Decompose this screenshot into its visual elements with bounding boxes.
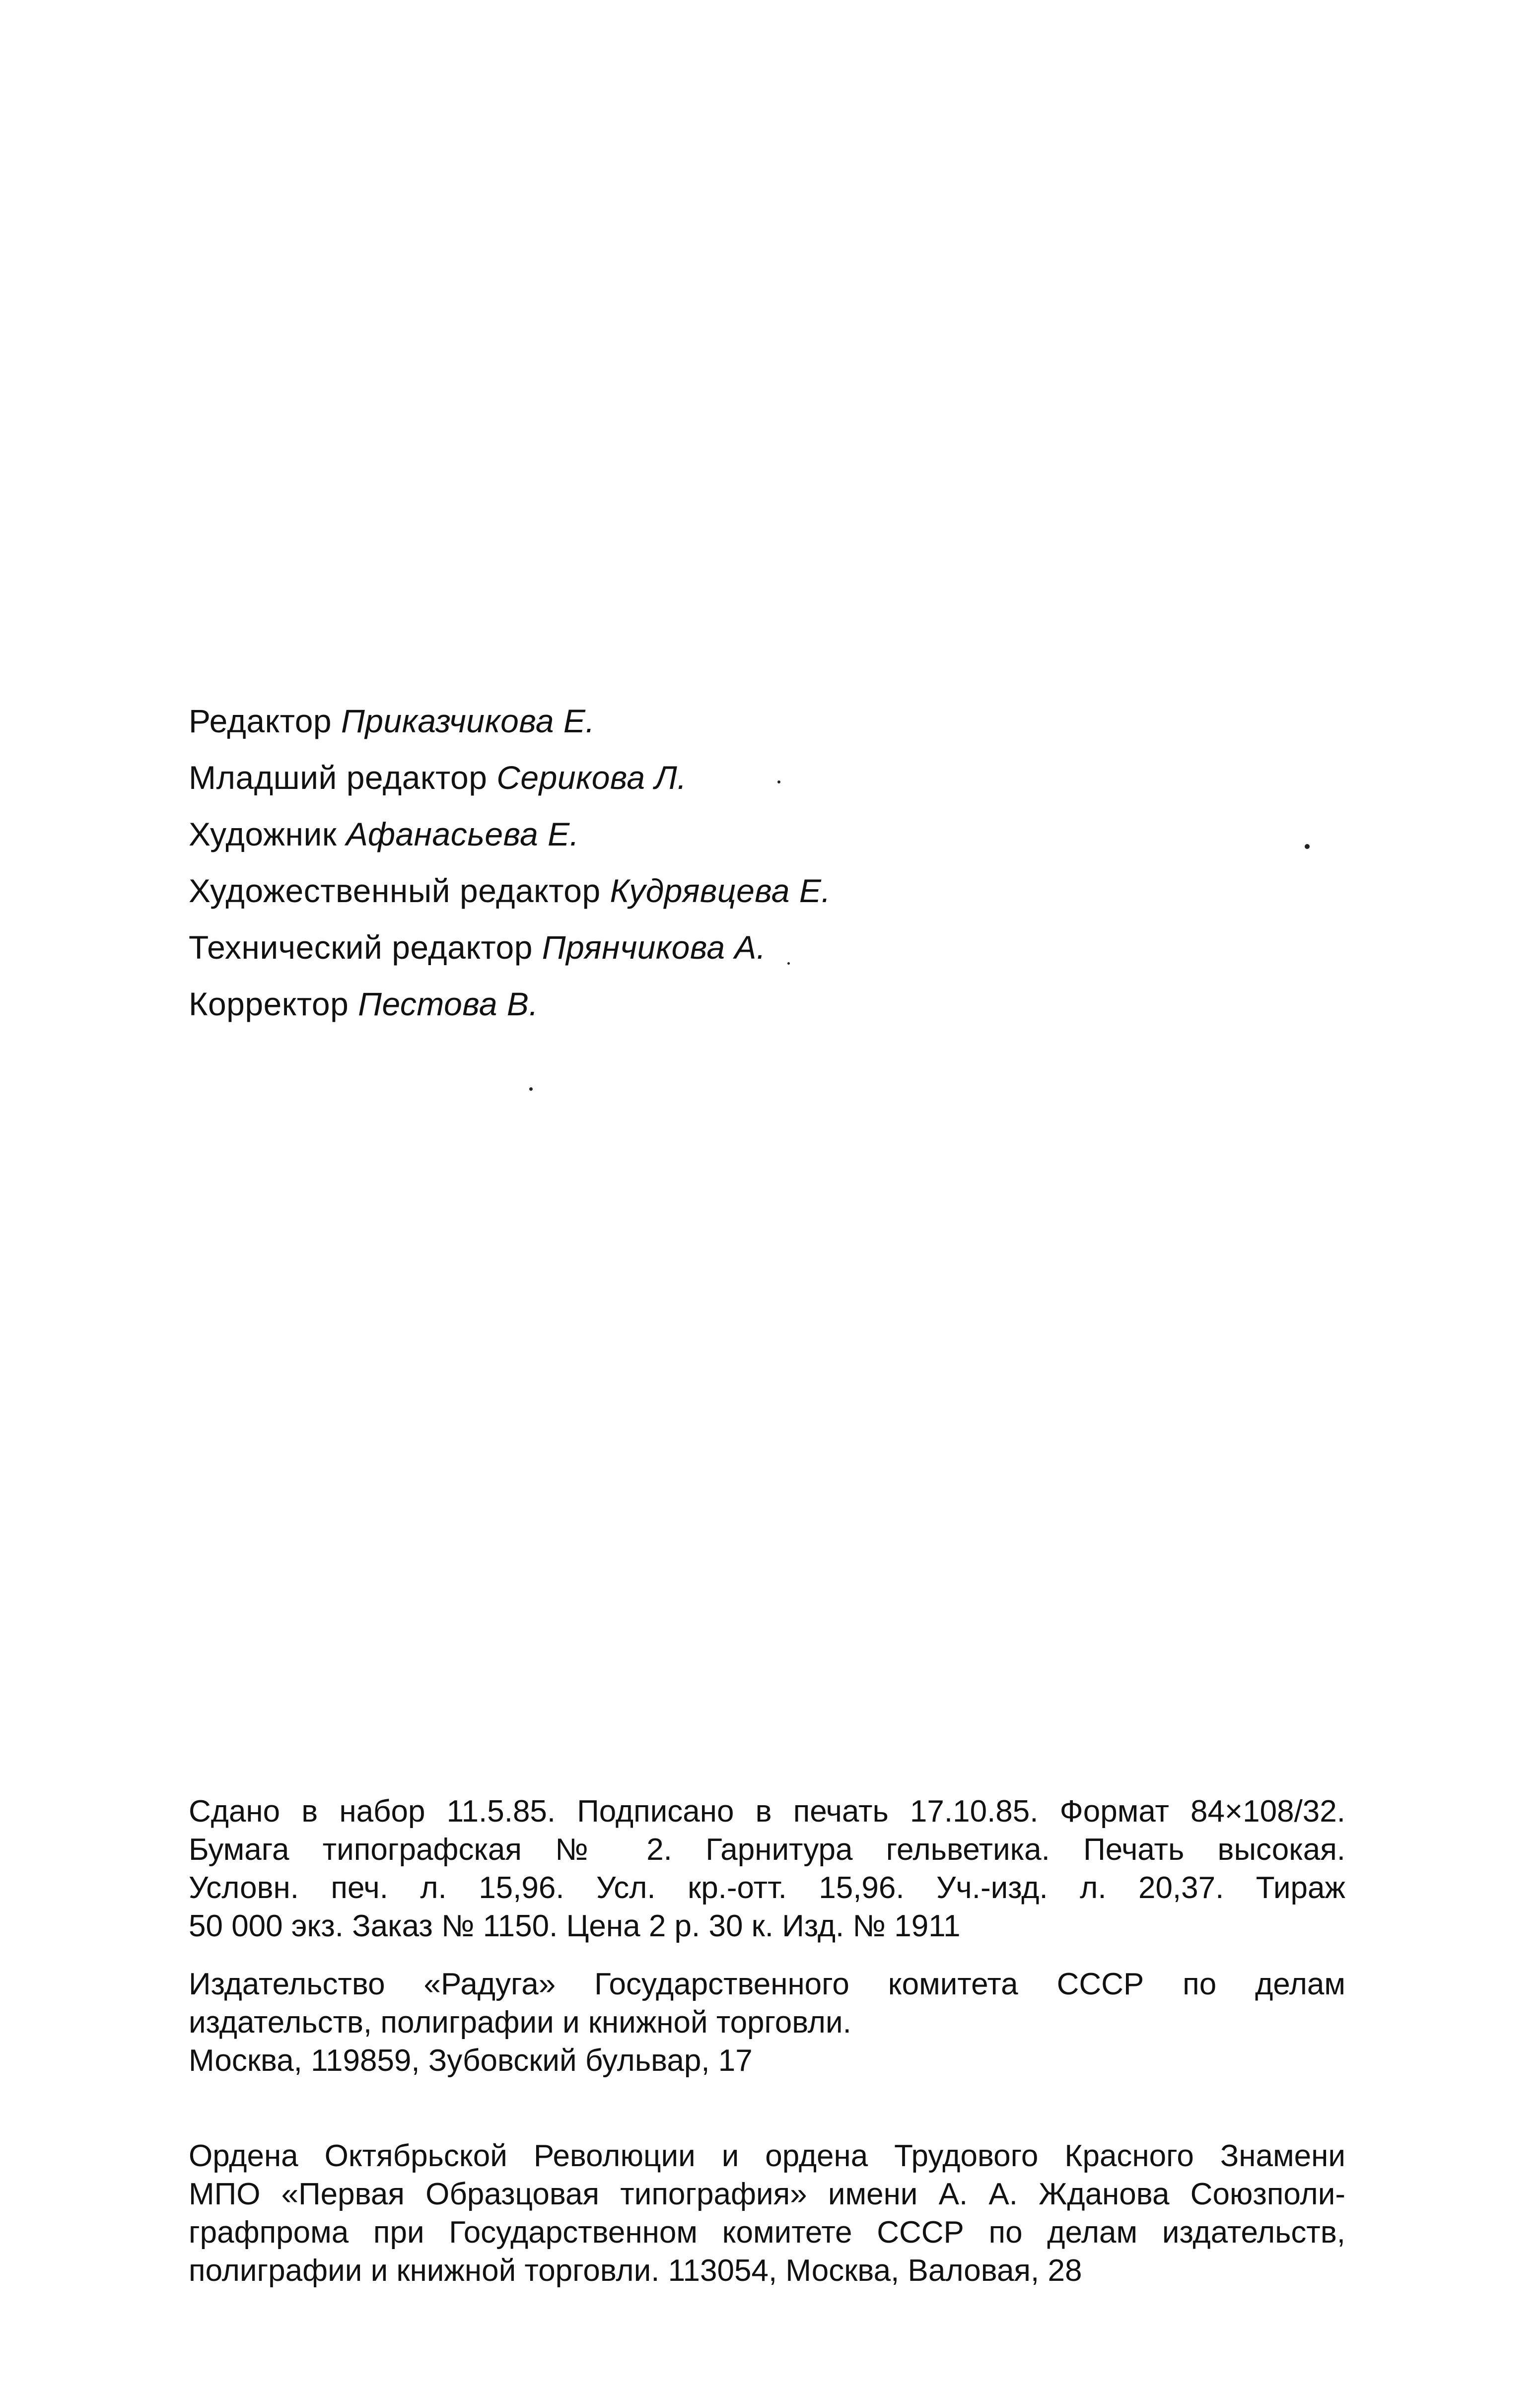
- scan-speck: [787, 962, 790, 965]
- credit-role: Художественный редактор: [189, 872, 601, 909]
- credit-role: Редактор: [189, 703, 332, 739]
- credit-line-technical-editor: [189, 919, 1330, 976]
- print-details-line: Условн. печ. л. 15,96. Усл. кр.-отт. 15,96. Уч.-изд. л. 20,37. Тираж: [189, 1871, 1345, 1905]
- printer-line: МПО «Первая Образцовая типография» имени А. А. Жданова Союзполи-: [189, 2177, 1345, 2211]
- credit-line-junior-editor: [189, 749, 1330, 806]
- credit-role: Технический редактор: [189, 929, 533, 966]
- credit-line-editor: [189, 693, 1330, 749]
- credit-line-proofreader: [189, 976, 1330, 1032]
- staff-credits: [189, 693, 1330, 1032]
- publisher-line: Издательство «Радуга» Государственного комитета СССР по делам: [189, 1967, 1345, 2001]
- scan-speck: [529, 1087, 533, 1091]
- printer-line: графпрома при Государственном комитете СССР по делам издательств,: [189, 2215, 1345, 2250]
- credit-line-artist: [189, 806, 1330, 862]
- scan-speck: [777, 780, 780, 783]
- credit-name: Афанасьева Е.: [346, 816, 579, 852]
- printer-line: Ордена Октябрьской Революции и ордена Трудового Красного Знамени: [189, 2139, 1345, 2173]
- scan-speck: [1305, 844, 1310, 849]
- credit-name: Кудрявцева Е.: [610, 872, 831, 909]
- credit-name: Серикова Л.: [496, 759, 687, 796]
- printer-line: полиграфии и книжной торговли. 113054, Москва, Валовая, 28: [189, 2254, 1082, 2288]
- credit-role: Младший редактор: [189, 759, 488, 796]
- publisher-address: Москва, 119859, Зубовский бульвар, 17: [189, 2044, 753, 2078]
- print-details-line: 50 000 экз. Заказ № 1150. Цена 2 р. 30 к. Изд. № 1911: [189, 1909, 961, 1943]
- credit-line-art-editor: [189, 862, 1330, 919]
- printer-block: [189, 2137, 1345, 2290]
- publisher-block: [189, 1965, 1345, 2080]
- print-details-line: Сдано в набор 11.5.85. Подписано в печать 17.10.85. Формат 84×108/32.: [189, 1794, 1345, 1829]
- credit-role: Корректор: [189, 986, 349, 1022]
- print-details-block: [189, 1792, 1345, 1945]
- print-details-line: Бумага типографская № 2. Гарнитура гельветика. Печать высокая.: [189, 1833, 1345, 1867]
- credit-name: Приказчикова Е.: [341, 703, 595, 739]
- publisher-line: издательств, полиграфии и книжной торговли.: [189, 2005, 851, 2040]
- credit-role: Художник: [189, 816, 337, 852]
- credit-name: Пестова В.: [358, 986, 539, 1022]
- credit-name: Прянчикова А.: [542, 929, 766, 966]
